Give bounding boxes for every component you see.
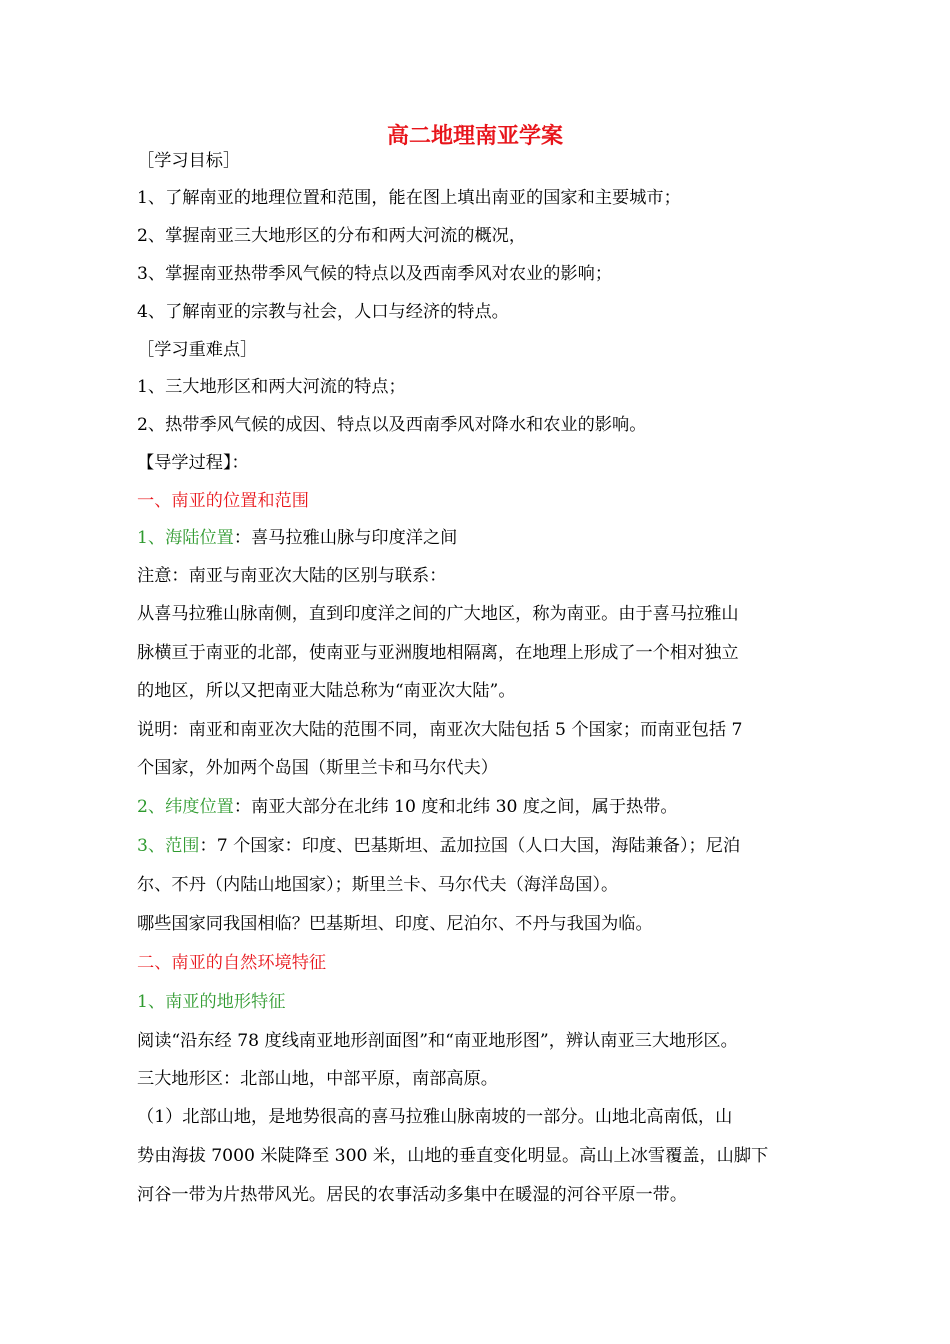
scope-line-2: 尔、不丹（内陆山地国家）；斯里兰卡、马尔代夫（海洋岛国）。: [137, 875, 619, 895]
section-2-title: 二、南亚的自然环境特征: [137, 953, 327, 973]
sea-land-text: ：喜马拉雅山脉与印度洋之间: [233, 528, 458, 548]
north-line-1: （1）北部山地，是地势很高的喜马拉雅山脉南坡的一部分。山地北高南低，山: [137, 1107, 733, 1127]
paragraph-line-1: 从喜马拉雅山脉南侧，直到印度洋之间的广大地区，称为南亚。由于喜马拉雅山: [137, 604, 739, 624]
scope-label: 3、范围: [137, 836, 200, 856]
latitude-position: [137, 795, 678, 819]
explain-line-2: 个国家，外加两个岛国（斯里兰卡和马尔代夫）: [137, 758, 498, 778]
three-regions-line: 三大地形区：北部山地，中部平原，南部高原。: [137, 1069, 498, 1089]
explain-line-1: 说明：南亚和南亚次大陆的范围不同，南亚次大陆包括 5 个国家；而南亚包括 7: [137, 720, 743, 740]
sea-land-position: [137, 526, 457, 550]
note-line: 注意：南亚与南亚次大陆的区别与联系：: [137, 566, 447, 586]
section-1-title: 一、南亚的位置和范围: [137, 491, 309, 511]
objective-item-3: 3、掌握南亚热带季风气候的特点以及西南季风对农业的影响；: [137, 264, 613, 284]
neighbors-line: 哪些国家同我国相临？巴基斯坦、印度、尼泊尔、不丹与我国为临。: [137, 914, 653, 934]
objectives-heading: ［学习目标］: [137, 151, 241, 171]
terrain-title: 1、南亚的地形特征: [137, 992, 286, 1012]
paragraph-line-3: 的地区，所以又把南亚大陆总称为“南亚次大陆”。: [137, 681, 516, 701]
guide-heading: 【导学过程】：: [137, 453, 249, 473]
paragraph-line-2: 脉横亘于南亚的北部，使南亚与亚洲腹地相隔离，在地理上形成了一个相对独立: [137, 643, 739, 663]
latitude-label: 2、纬度位置: [137, 797, 234, 817]
objective-item-4: 4、了解南亚的宗教与社会，人口与经济的特点。: [137, 302, 509, 322]
latitude-text: ：南亚大部分在北纬 10 度和北纬 30 度之间，属于热带。: [233, 797, 678, 817]
key-points-heading: ［学习重难点］: [137, 340, 258, 360]
read-line: 阅读“沿东经 78 度线南亚地形剖面图”和“南亚地形图”，辨认南亚三大地形区。: [137, 1031, 738, 1051]
scope-line-1: [137, 834, 740, 858]
scope-text: ：7 个国家：印度、巴基斯坦、孟加拉国（人口大国，海陆兼备）；尼泊: [199, 836, 741, 856]
objective-item-2: 2、掌握南亚三大地形区的分布和两大河流的概况，: [137, 226, 527, 246]
key-point-item-2: 2、热带季风气候的成因、特点以及西南季风对降水和农业的影响。: [137, 415, 647, 435]
objective-item-1: 1、了解南亚的地理位置和范围，能在图上填出南亚的国家和主要城市；: [137, 188, 681, 208]
document-title: 高二地理南亚学案: [386, 124, 563, 149]
north-line-2: 势由海拔 7000 米陡降至 300 米，山地的垂直变化明显。高山上冰雪覆盖，山脚下: [137, 1146, 769, 1166]
north-line-3: 河谷一带为片热带风光。居民的农事活动多集中在暖湿的河谷平原一带。: [137, 1185, 688, 1205]
key-point-item-1: 1、三大地形区和两大河流的特点；: [137, 377, 406, 397]
sea-land-label: 1、海陆位置: [137, 528, 234, 548]
